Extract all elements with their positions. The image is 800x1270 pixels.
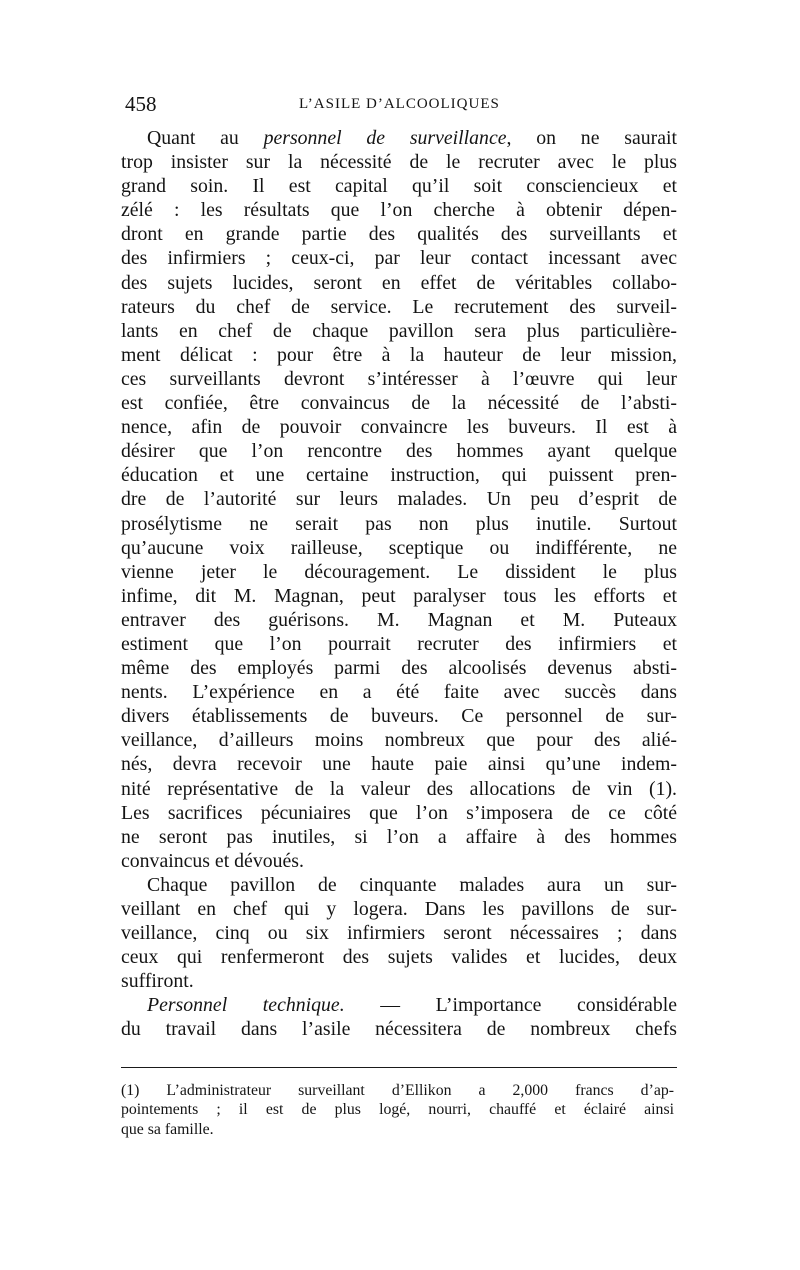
- text-line: éducation et une certaine instruction, qui puissent pren-: [121, 464, 677, 487]
- footnote: [121, 1081, 674, 1139]
- running-title: L’ASILE D’ALCOOLIQUES: [299, 96, 500, 112]
- text-line: ne seront pas inutiles, si l’on a affaire à des hommes: [121, 825, 677, 848]
- text-line: divers établissements de buveurs. Ce personnel de sur-: [121, 705, 677, 728]
- footnote-rule: [121, 1067, 677, 1068]
- text-line: dront en grande partie des qualités des surveillants et: [121, 223, 677, 246]
- italic-term: Personnel technique.: [147, 994, 345, 1017]
- paragraph-technique: [121, 993, 677, 1041]
- text-line: infime, dit M. Magnan, peut paralyser tous les efforts et: [121, 584, 677, 607]
- text-line: suffiront.: [121, 970, 194, 993]
- text-line: nité représentative de la valeur des allocations de vin (1).: [121, 777, 677, 800]
- footnote-line: que sa famille.: [121, 1120, 214, 1138]
- text-line: Chaque pavillon de cinquante malades aura un sur-: [147, 873, 677, 896]
- text-line: veillant en chef qui y logera. Dans les pavillons de sur-: [121, 898, 677, 920]
- text-line: Les sacrifices pécuniaires que l’on s’imposera de ce côté: [121, 801, 677, 824]
- text-line: ces surveillants devront s’intéresser à l’œuvre qui leur: [121, 367, 677, 390]
- page-number: 458: [125, 92, 157, 116]
- text-line: nents. L’expérience en a été faite avec succès dans: [121, 681, 677, 704]
- text-line: Personnel technique. — L’importance considérable: [147, 994, 677, 1017]
- footnote-line: pointements ; il est de plus logé, nourri, chauffé et éclairé ainsi: [121, 1101, 674, 1119]
- text-line: des sujets lucides, seront en effet de véritables collabo-: [121, 271, 677, 294]
- italic-term: personnel de surveillance: [263, 127, 507, 149]
- text-line: des infirmiers ; ceux-ci, par leur contact incessant avec: [121, 247, 677, 270]
- text-line: veillance, cinq ou six infirmiers seront nécessaires ; dans: [121, 922, 677, 945]
- text-line: ceux qui renfermeront des sujets valides et lucides, deux: [121, 946, 677, 969]
- text-line: prosélytisme ne serait pas non plus inutile. Surtout: [121, 512, 677, 535]
- text-line: du travail dans l’asile nécessitera de nombreux chefs: [121, 1018, 677, 1041]
- paragraph-pavillon: [121, 873, 677, 993]
- text-line: rateurs du chef de service. Le recrutement des surveil-: [121, 295, 677, 318]
- text-line: convaincus et dévoués.: [121, 849, 304, 872]
- page-header: [121, 92, 681, 122]
- text-line: entraver des guérisons. M. Magnan et M. Puteaux: [121, 608, 677, 631]
- text-line: estiment que l’on pourrait recruter des infirmiers et: [121, 632, 677, 655]
- text-line: nés, devra recevoir une haute paie ainsi qu’une indem-: [121, 753, 677, 776]
- text-line: grand soin. Il est capital qu’il soit consciencieux et: [121, 175, 677, 198]
- text-line: qu’aucune voix railleuse, sceptique ou indifférente, ne: [121, 536, 677, 559]
- paragraph-surveillance: [121, 126, 677, 873]
- text-line: même des employés parmi des alcoolisés devenus absti-: [121, 657, 677, 680]
- text-line: ment délicat : pour être à la hauteur de leur mission,: [121, 343, 677, 366]
- text-line: est confiée, être convaincus de la nécessité de l’absti-: [121, 392, 677, 415]
- footnote-line: (1) L’administrateur surveillant d’Ellikon a 2,000 francs d’ap-: [121, 1082, 674, 1099]
- text-line: nence, afin de pouvoir convaincre les buveurs. Il est à: [121, 416, 677, 439]
- body-text: [121, 126, 677, 1042]
- text-line: Quant au personnel de surveillance, on ne saurait: [147, 127, 677, 149]
- text-line: zélé : les résultats que l’on cherche à obtenir dépen-: [121, 199, 677, 222]
- text-line: lants en chef de chaque pavillon sera plus particulière-: [121, 319, 677, 342]
- text-line: vienne jeter le découragement. Le dissident le plus: [121, 560, 677, 583]
- text-line: désirer que l’on rencontre des hommes ayant quelque: [121, 440, 677, 463]
- text-line: veillance, d’ailleurs moins nombreux que pour des alié-: [121, 729, 677, 752]
- text-line: dre de l’autorité sur leurs malades. Un peu d’esprit de: [121, 488, 677, 511]
- text-line: trop insister sur la nécessité de le recruter avec le plus: [121, 151, 677, 174]
- book-page: [121, 0, 681, 1270]
